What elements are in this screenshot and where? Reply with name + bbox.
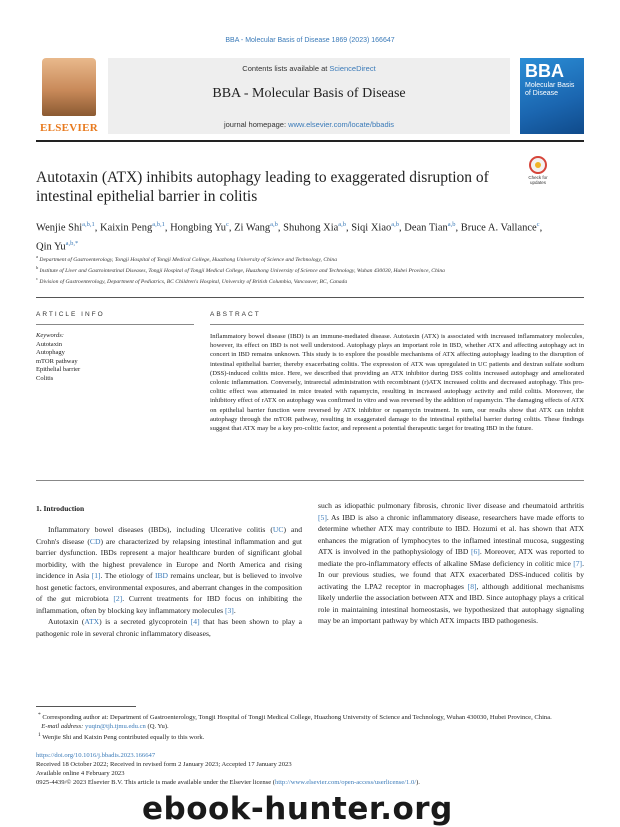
affiliation-text: Institute of Liver and Gastrointestinal Diseases, Tongji Hospital of Tongji Medical College, Huazhong University of Science and Technology, Wuhan 430030, Hubei Province, China <box>39 267 445 274</box>
abbr-link-atx[interactable]: ATX <box>84 617 100 626</box>
check-for-updates-button[interactable] <box>520 156 556 188</box>
author-affiliation-mark[interactable]: a,b <box>338 221 347 228</box>
author-name[interactable]: Zi Wang <box>234 222 271 234</box>
cover-title: BBA <box>525 61 564 81</box>
author-affiliation-mark[interactable]: a,b,1 <box>82 221 95 228</box>
footnotes <box>36 711 584 742</box>
affiliation-mark: c <box>36 275 38 281</box>
footnote-text: Wenjie Shi and Kaixin Peng contributed equally to this work. <box>42 734 205 742</box>
intro-paragraph-2 <box>36 616 302 639</box>
check-updates-icon <box>529 156 547 174</box>
abstract-rule <box>210 324 584 325</box>
author-affiliation-mark[interactable]: a,b,1 <box>152 221 165 228</box>
received-dates: Received 18 October 2022; Received in revised form 2 January 2023; Accepted 17 January 2023 <box>36 761 292 768</box>
footnote-text: Corresponding author at: Department of Gastroenterology, Tongji Hospital of Tongji Medical College, Huazhong University of Science and Technology, Wuhan 430030, Hubei Province, China. <box>42 714 552 722</box>
text: . <box>233 605 236 615</box>
affiliation <box>36 275 506 286</box>
text: . As IBD is also a chronic inflammatory disease, researchers have made efforts to determine whether ATX may contribute to IBD. Hozumi et al. has shown that ATX enhances the migration of lymphocytes to the inflamed intestinal mucosa, suggesting ATX is involved in the pathophysiology of IBD <box>318 512 584 556</box>
contents-prefix: Contents lists available at <box>242 64 330 73</box>
section-heading-introduction: 1. Introduction <box>36 504 85 513</box>
body-column-left <box>36 524 302 639</box>
ref-link-1[interactable]: [1] <box>91 571 101 580</box>
text: Inflammatory bowel diseases (IBDs), including Ulcerative colitis ( <box>48 525 273 534</box>
keyword: mTOR pathway <box>36 357 78 365</box>
author-name[interactable]: Shuhong Xia <box>283 222 339 234</box>
affiliation-text: Department of Gastroenterology, Tongji Hospital of Tongji Medical College, Huazhong University of Science and Technology, China <box>39 256 337 263</box>
journal-banner <box>108 58 510 134</box>
article-info-rule <box>36 324 194 325</box>
affiliation-text: Division of Gastroenterology, Department of Pediatrics, BC Children's Hospital, University of British Columbia, Vancouver, BC, Canada <box>39 278 348 285</box>
abstract-heading: ABSTRACT <box>210 311 261 318</box>
article-info-heading: ARTICLE INFO <box>36 311 105 318</box>
license-prefix: 0925-4439/© 2023 Elsevier B.V. This article is made available under the Elsevier license ( <box>36 779 275 786</box>
article-info-bottom-rule <box>36 480 584 481</box>
text: . Moreover, ATX was reported to mediate the pro-inflammatory effects of alkaline SMase deficiency in colitic mice <box>318 547 584 568</box>
ref-link-7[interactable]: [7] <box>573 558 583 568</box>
elsevier-logo <box>36 58 102 134</box>
email-link[interactable]: yuqin@tjh.tjmu.edu.cn <box>85 723 146 731</box>
author-name[interactable]: Wenjie Shi <box>36 222 83 234</box>
homepage-prefix: journal homepage: <box>223 120 289 129</box>
ref-link-6[interactable]: [6] <box>470 547 480 556</box>
text: ) are characterized by relapsing intestinal inflammation and gut barrier dysfunction. IBDs represent a major healthcare burden of significant global morbidity, with the highest prevalence in Europe and North America and rising incidence in Asia <box>36 536 302 580</box>
keywords-label: Keywords: <box>36 332 64 339</box>
check-updates-label: Check for updates <box>528 175 548 185</box>
abbr-link-ibd[interactable]: IBD <box>154 571 169 580</box>
text: . The etiology of <box>100 571 155 580</box>
text: ) is a secreted glycoprotein <box>99 617 191 626</box>
keywords-block <box>36 332 194 383</box>
author-name[interactable]: Qin Yu <box>36 241 66 252</box>
homepage-line <box>108 120 510 129</box>
watermark-text: ebook-hunter.org <box>142 791 453 827</box>
ref-link-2[interactable]: [2] <box>113 594 123 603</box>
text: that has been shown to play a pathogenic role in several chronic inflammatory diseases, <box>36 617 302 638</box>
email-suffix: (Q. Yu). <box>145 723 169 731</box>
author-affiliation-mark[interactable]: a,b <box>447 221 456 228</box>
keyword: Epithelial barrier <box>36 366 81 373</box>
author-affiliation-mark[interactable]: a,b,* <box>65 239 79 247</box>
keyword-list <box>36 341 194 384</box>
affiliation-mark: b <box>36 264 39 270</box>
license-line <box>36 778 584 787</box>
journal-homepage-link[interactable]: www.elsevier.com/locate/bbadis <box>288 120 395 129</box>
cover-subtitle: Molecular Basis of Disease <box>525 82 575 97</box>
keyword: Colitis <box>36 374 54 382</box>
footnote-email <box>36 722 584 731</box>
intro-paragraph-1 <box>36 524 302 616</box>
footnote-mark: 1 <box>38 732 41 739</box>
author-name[interactable]: Kaixin Peng <box>100 222 153 234</box>
affiliation <box>36 264 506 275</box>
text: . Current treatments for IBD focus on inhibiting the inflammation, often by blocking key inflammatory molecules <box>36 594 302 615</box>
footnote-mark: * <box>38 712 41 718</box>
author-list: Wenjie Shi$^{a,b,1}$, Kaixin Peng$^{a,b,1}$, Hongbing Yu$^c$, Zi Wang$^{a,b}$, Shuhong Xia$^{a,b}$, Siqi Xiao$^{a,b}$, Dean Tian$^{a,b}$, Bruce A. Vallance$^c$, Qin $Yu^{a,b,*}$ <box>36 221 543 252</box>
author-affiliation-mark[interactable]: a,b <box>391 221 400 228</box>
author-affiliation-mark[interactable]: c <box>226 221 229 228</box>
running-head: BBA - Molecular Basis of Disease 1869 (2023) 166647 <box>225 37 395 44</box>
text: remains unclear, but is believed to involve host genetic factors, environmental exposures, and aberrant changes in the composition of the gut microbiota <box>36 571 302 603</box>
online-date: Available online 4 February 2023 <box>36 770 125 777</box>
journal-title: BBA - Molecular Basis of Disease <box>212 86 406 101</box>
publication-info <box>36 751 584 787</box>
ref-link-8[interactable]: [8] <box>467 581 477 591</box>
masthead-divider <box>36 140 584 142</box>
text: . In our previous studies, we found that ATX exacerbated DSS-induced colitis by activating the LPA2 receptor in macrophages <box>318 558 584 591</box>
intro-paragraph-2-continued <box>318 500 584 627</box>
article-title: Autotaxin (ATX) inhibits autophagy leading to exaggerated disruption of intestinal epithelial barrier in colitis <box>36 169 489 205</box>
text: , although additional mechanisms likely underlie the association between ATX and IBD. Since autophagy plays a critical role in maintaining intestinal homeostasis, we hypothesized that autophagy signaling may be an important pathway by which ATX impacts IBD pathogenesis. <box>318 581 584 625</box>
elsevier-tree-icon <box>42 58 96 116</box>
author-affiliation-mark[interactable]: a,b <box>270 221 278 228</box>
keyword: Autophagy <box>36 349 65 356</box>
footnote-equal-contribution <box>36 731 584 742</box>
text: Autotaxin ( <box>48 617 85 626</box>
affiliation-list <box>36 253 506 286</box>
keyword: Autotaxin <box>36 340 62 348</box>
abstract-text: Inflammatory bowel disease (IBD) is an immune-mediated disease. Autotaxin (ATX) is associated with increased inflammatory molecules, however, its effect on IBD is not well understood. Autophagy plays an important role in IBD, whether ATX and affecting autophagy act in concert in IBD remains unknown. This study is to explore the possible mechanisms of ATX affecting autophagy leading to the disruption of intestinal epithelial barrier, thereby exacerbating colitis. The expression of ATX was upregulated in UC patients and dextran sulfate sodium (DSS)-induced colitis mice. Here, we described that providing an ATX inhibitor during DSS colitis increased autophagy and ameliorated colonic inflammation. Conversely, intrarectal administration with recombinant (r)ATX increased colitis and decreased autophagy. This pro-colitic effect was attenuated in mice treated with rapamycin, resulting in increased autophagy activity and mild colitis. Moreover, the inhibitory effect of rATX on autophagy was confirmed in vitro and was reversed by the addition of rapamycin. The damaging effects of ATX on epithelial barrier function were reversed by ATX inhibitor or rapamycin treatment. In sum, our results show that ATX can inhibit autophagy through the mTOR pathway, resulting in exaggerated damage to the intestinal epithelial barrier during colitis. These findings suggest that ATX may be a key pro-colitic factor, and represent a potential therapeutic target for treating IBD in the future. <box>210 333 584 433</box>
contents-line <box>108 64 510 73</box>
author-name[interactable]: Dean Tian <box>404 222 448 234</box>
abbr-link-cd[interactable]: CD <box>89 536 101 546</box>
license-suffix: ). <box>416 779 420 786</box>
author-name[interactable]: Bruce A. Vallance <box>460 222 537 234</box>
article-info-top-rule <box>36 297 584 298</box>
ref-link-5[interactable]: [5] <box>318 512 327 522</box>
email-label: E-mail address: <box>41 723 86 731</box>
masthead <box>36 58 584 134</box>
author-affiliation-mark[interactable]: c <box>536 221 540 228</box>
sciencedirect-link[interactable]: ScienceDirect <box>329 64 376 73</box>
ref-link-4[interactable]: [4] <box>190 617 200 626</box>
license-link[interactable]: http://www.elsevier.com/open-access/userlicense/1.0/ <box>274 779 417 786</box>
doi-link[interactable]: https://doi.org/10.1016/j.bbadis.2023.166647 <box>36 752 156 759</box>
author-name[interactable]: Hongbing Yu <box>170 222 226 234</box>
abbr-link-uc[interactable]: UC <box>272 525 284 534</box>
footnote-corresponding <box>36 711 584 722</box>
ref-link-3[interactable]: [3] <box>224 605 234 615</box>
text: ) and Crohn's disease ( <box>36 525 302 546</box>
journal-cover-image <box>520 58 584 134</box>
footnote-rule <box>36 706 136 707</box>
affiliation <box>36 253 506 264</box>
body-column-right <box>318 500 584 627</box>
author-name[interactable]: Siqi Xiao <box>351 222 392 234</box>
text: such as idiopathic pulmonary fibrosis, chronic liver disease and rheumatoid arthritis <box>318 501 584 510</box>
affiliation-mark: a <box>36 254 38 259</box>
publisher-name: ELSEVIER <box>39 122 99 134</box>
